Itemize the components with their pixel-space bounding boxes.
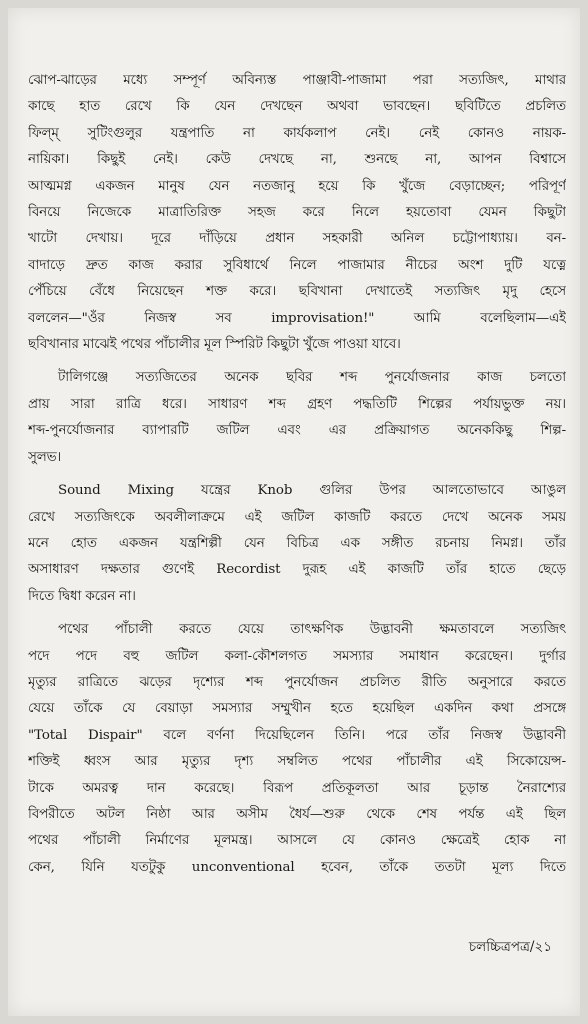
paragraph-2 (28, 365, 566, 471)
text-line: কাছে হাত রেখে কি যেন দেখছেন অথবা ভাবছেন। ছবিটিতে প্রচলিত (28, 99, 566, 115)
text-line: টালিগঞ্জে সত্যজিতের অনেক ছবির শব্দ পুনর্যোজনার কাজ চলতো (58, 370, 566, 386)
text-line: শব্দ-পুনর্যোজনার ব্যাপারটি জটিল এবং এর প্রক্রিয়াগত অনেককিছু শিল্প- (28, 423, 566, 439)
text-line: মৃত্যুর রাত্রিতে ঝড়ের দৃশ্যের শব্দ পুনর্যোজন প্রচলিত রীতি অনুসারে করতে (28, 674, 566, 690)
text-line: ফিল্ম্‌ সুটিংগুলুর যন্ত্রপাতি না কার্যকলাপ নেই। নেই কোনও নায়ক- (28, 125, 566, 141)
text-line: শক্তিই ধ্বংস আর মৃত্যুর দৃশ্য সম্বলিত পথের পাঁচালীর এই সিকোয়েন্স- (28, 754, 566, 770)
text-line: ঝোপ-ঝাড়ের মধ্যে সম্পূর্ণ অবিন্যস্ত পাঞ্জাবী-পাজামা পরা সত্যজিৎ, মাথার (28, 73, 566, 88)
text-line: দিতে দ্বিধা করেন না। (28, 588, 136, 604)
book-page (8, 8, 580, 1016)
text-line: বিনয়ে নিজেকে মাত্রাতিরিক্ত সহজ করে নিলে হয়তোবা যেমন কিছুটা (28, 205, 566, 221)
text-line: বিপরীতে অটল নিষ্ঠা আর অসীম ধৈর্য—শুরু থেকে শেষ পর্যন্ত এই ছিল (28, 806, 566, 822)
text-line: পথের পাঁচালী করতে যেয়ে তাৎক্ষণিক উদ্ভাবনী ক্ষমতাবলে সত্যজিৎ (58, 622, 566, 638)
body-text (28, 68, 566, 888)
text-line: বাদাড়ে দ্রুত কাজ করার সুবিধার্থে নিলে পাজামার নীচের অংশ দুটি যত্নে (28, 257, 566, 273)
paragraph-4 (28, 617, 566, 881)
text-line: সুলভ। (28, 449, 62, 465)
text-line: পথের পাঁচালী নির্মাণের মূলমন্ত্র। আসলে যে কোনও ক্ষেত্রেই হোক না (28, 833, 566, 849)
text-line: ছবিখানার মাঝেই পথের পাঁচালীর মূল স্পিরিট কিছুটা খুঁজে পাওয়া যাবে। (28, 337, 401, 353)
text-line: টাকে অমরত্ব দান করেছে। বিরূপ প্রতিকূলতা আর চূড়ান্ত নৈরাশ্যের (28, 780, 566, 796)
paragraph-3 (28, 478, 566, 610)
text-line: নায়িকা। কিছুই নেই। কেউ দেখছে না, শুনছে না, আপন বিশ্বাসে (28, 152, 566, 168)
text-line: রেখে সত্যজিৎকে অবলীলাক্রমে এই জটিল কাজটি করতে দেখে অনেক সময় (28, 509, 566, 525)
text-line: প্রায় সারা রাত্রি ধরে। সাধারণ শব্দ গ্রহণ পদ্ধতিটি শিল্পের পর্যায়ভুক্ত নয়। (28, 396, 566, 412)
text-line: পেঁচিয়ে বেঁধে নিয়েছেন শক্ত করে। ছবিখানা দেখাতেই সত্যজিৎ মৃদু হেসে (28, 284, 566, 300)
text-line: পদে পদে বহু জটিল কলা-কৌশলগত সমস্যার সমাধান করেছেন। দুর্গার (28, 648, 566, 664)
text-line: আত্মমগ্ন একজন মানুষ যেন নতজানু হয়ে কি খুঁজে বেড়াচ্ছেন; পরিপূর্ণ (28, 178, 566, 194)
text-line: কেন, যিনি যতটুকু unconventional হবেন, তাঁকে ততটা মূল্য দিতে (28, 859, 566, 875)
text-line: যেয়ে তাঁকে যে বেয়াড়া সমস্যার সম্মুখীন হতে হয়েছিল একদিন কথা প্রসঙ্গে (28, 701, 566, 717)
text-line: খাটো দেখায়। দূরে দাঁড়িয়ে প্রধান সহকারী অনিল চট্টোপাধ্যায়। বন- (28, 231, 566, 247)
text-line: বললেন—"ওঁর নিজস্ব সব improvisation!" আমি বলেছিলাম—এই (28, 310, 566, 326)
text-line: Sound Mixing যন্ত্রের Knob গুলির উপর আলতোভাবে আঙুল (58, 483, 566, 499)
text-line: অসাধারণ দক্ষতার গুণেই Recordist দুরূহ এই কাজটি তাঁর হাতে ছেড়ে (28, 562, 566, 578)
text-line: মনে হোত একজন যন্ত্রশিল্পী যেন বিচিত্র এক সঙ্গীত রচনায় নিমগ্ন। তাঁর (28, 535, 566, 551)
paragraph-1 (28, 68, 566, 358)
page-folio: চলচ্চিত্রপত্র/২১ (468, 939, 552, 955)
text-line: "Total Dispair" বলে বর্ণনা দিয়েছিলেন তিনি। পরে তাঁর নিজস্ব উদ্ভাবনী (28, 727, 566, 743)
